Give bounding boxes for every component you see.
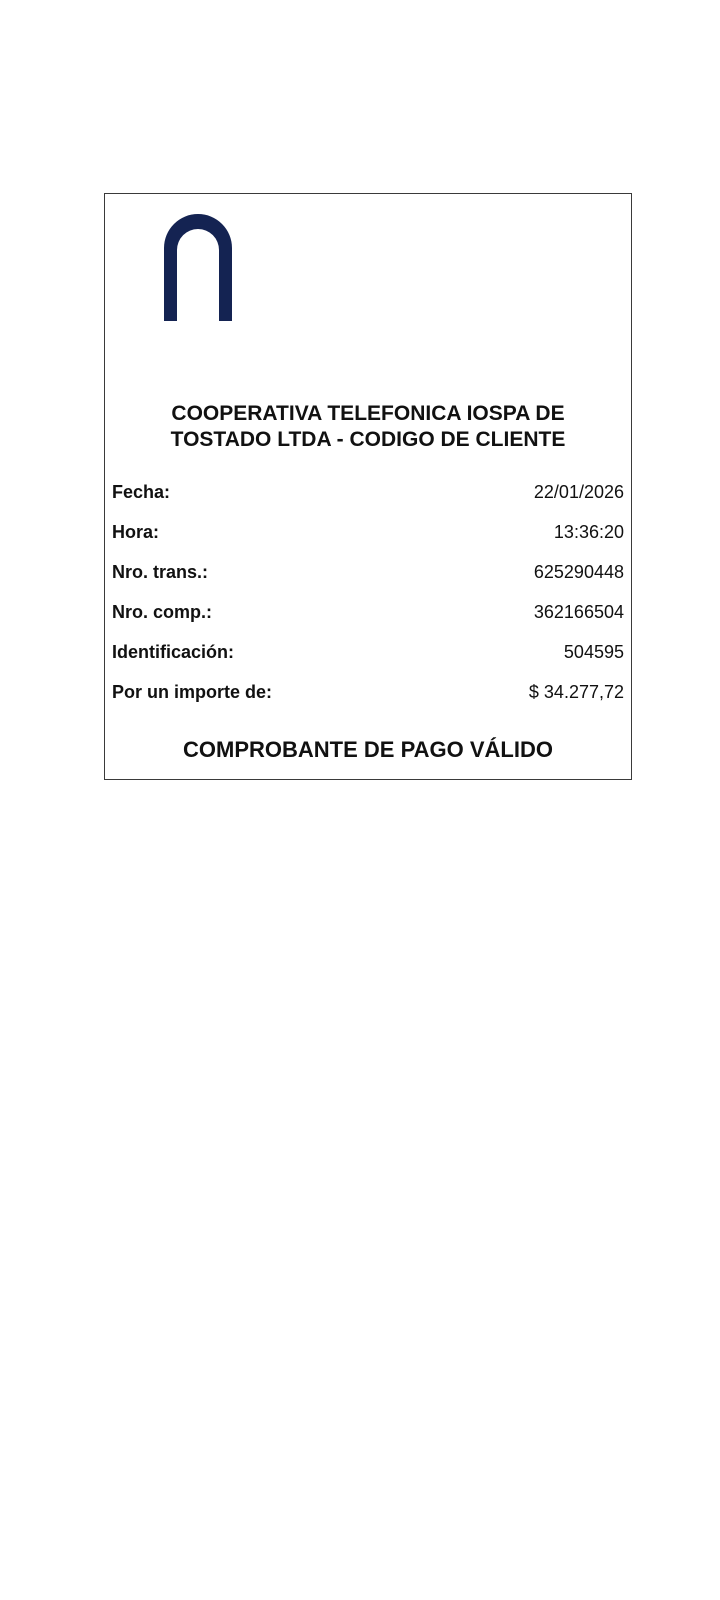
row-value: 362166504: [533, 602, 624, 622]
arch-logo-icon: [164, 214, 232, 321]
row-importe: [112, 681, 624, 721]
receipt-details: [112, 481, 624, 721]
valid-payment-footer: COMPROBANTE DE PAGO VÁLIDO: [183, 737, 553, 762]
row-label: Identificación:: [112, 642, 235, 662]
row-value: 625290448: [533, 562, 624, 582]
merchant-title: [105, 401, 631, 453]
row-value: 13:36:20: [553, 522, 624, 542]
row-label: Nro. comp.:: [112, 602, 213, 622]
merchant-title-line-1: COOPERATIVA TELEFONICA IOSPA DE: [171, 402, 565, 425]
row-value: 22/01/2026: [533, 482, 624, 502]
row-value: $ 34.277,72: [528, 682, 624, 702]
row-value: 504595: [563, 642, 624, 662]
row-nro-trans: [112, 561, 624, 601]
row-identificacion: [112, 641, 624, 681]
row-label: Hora:: [112, 522, 160, 542]
row-label: Fecha:: [112, 482, 171, 502]
row-label: Nro. trans.:: [112, 562, 209, 582]
row-nro-comp: [112, 601, 624, 641]
row-hora: [112, 521, 624, 561]
row-fecha: [112, 481, 624, 521]
row-label: Por un importe de:: [112, 682, 273, 702]
merchant-title-line-2: TOSTADO LTDA - CODIGO DE CLIENTE: [170, 428, 566, 451]
payment-receipt: [104, 193, 632, 780]
